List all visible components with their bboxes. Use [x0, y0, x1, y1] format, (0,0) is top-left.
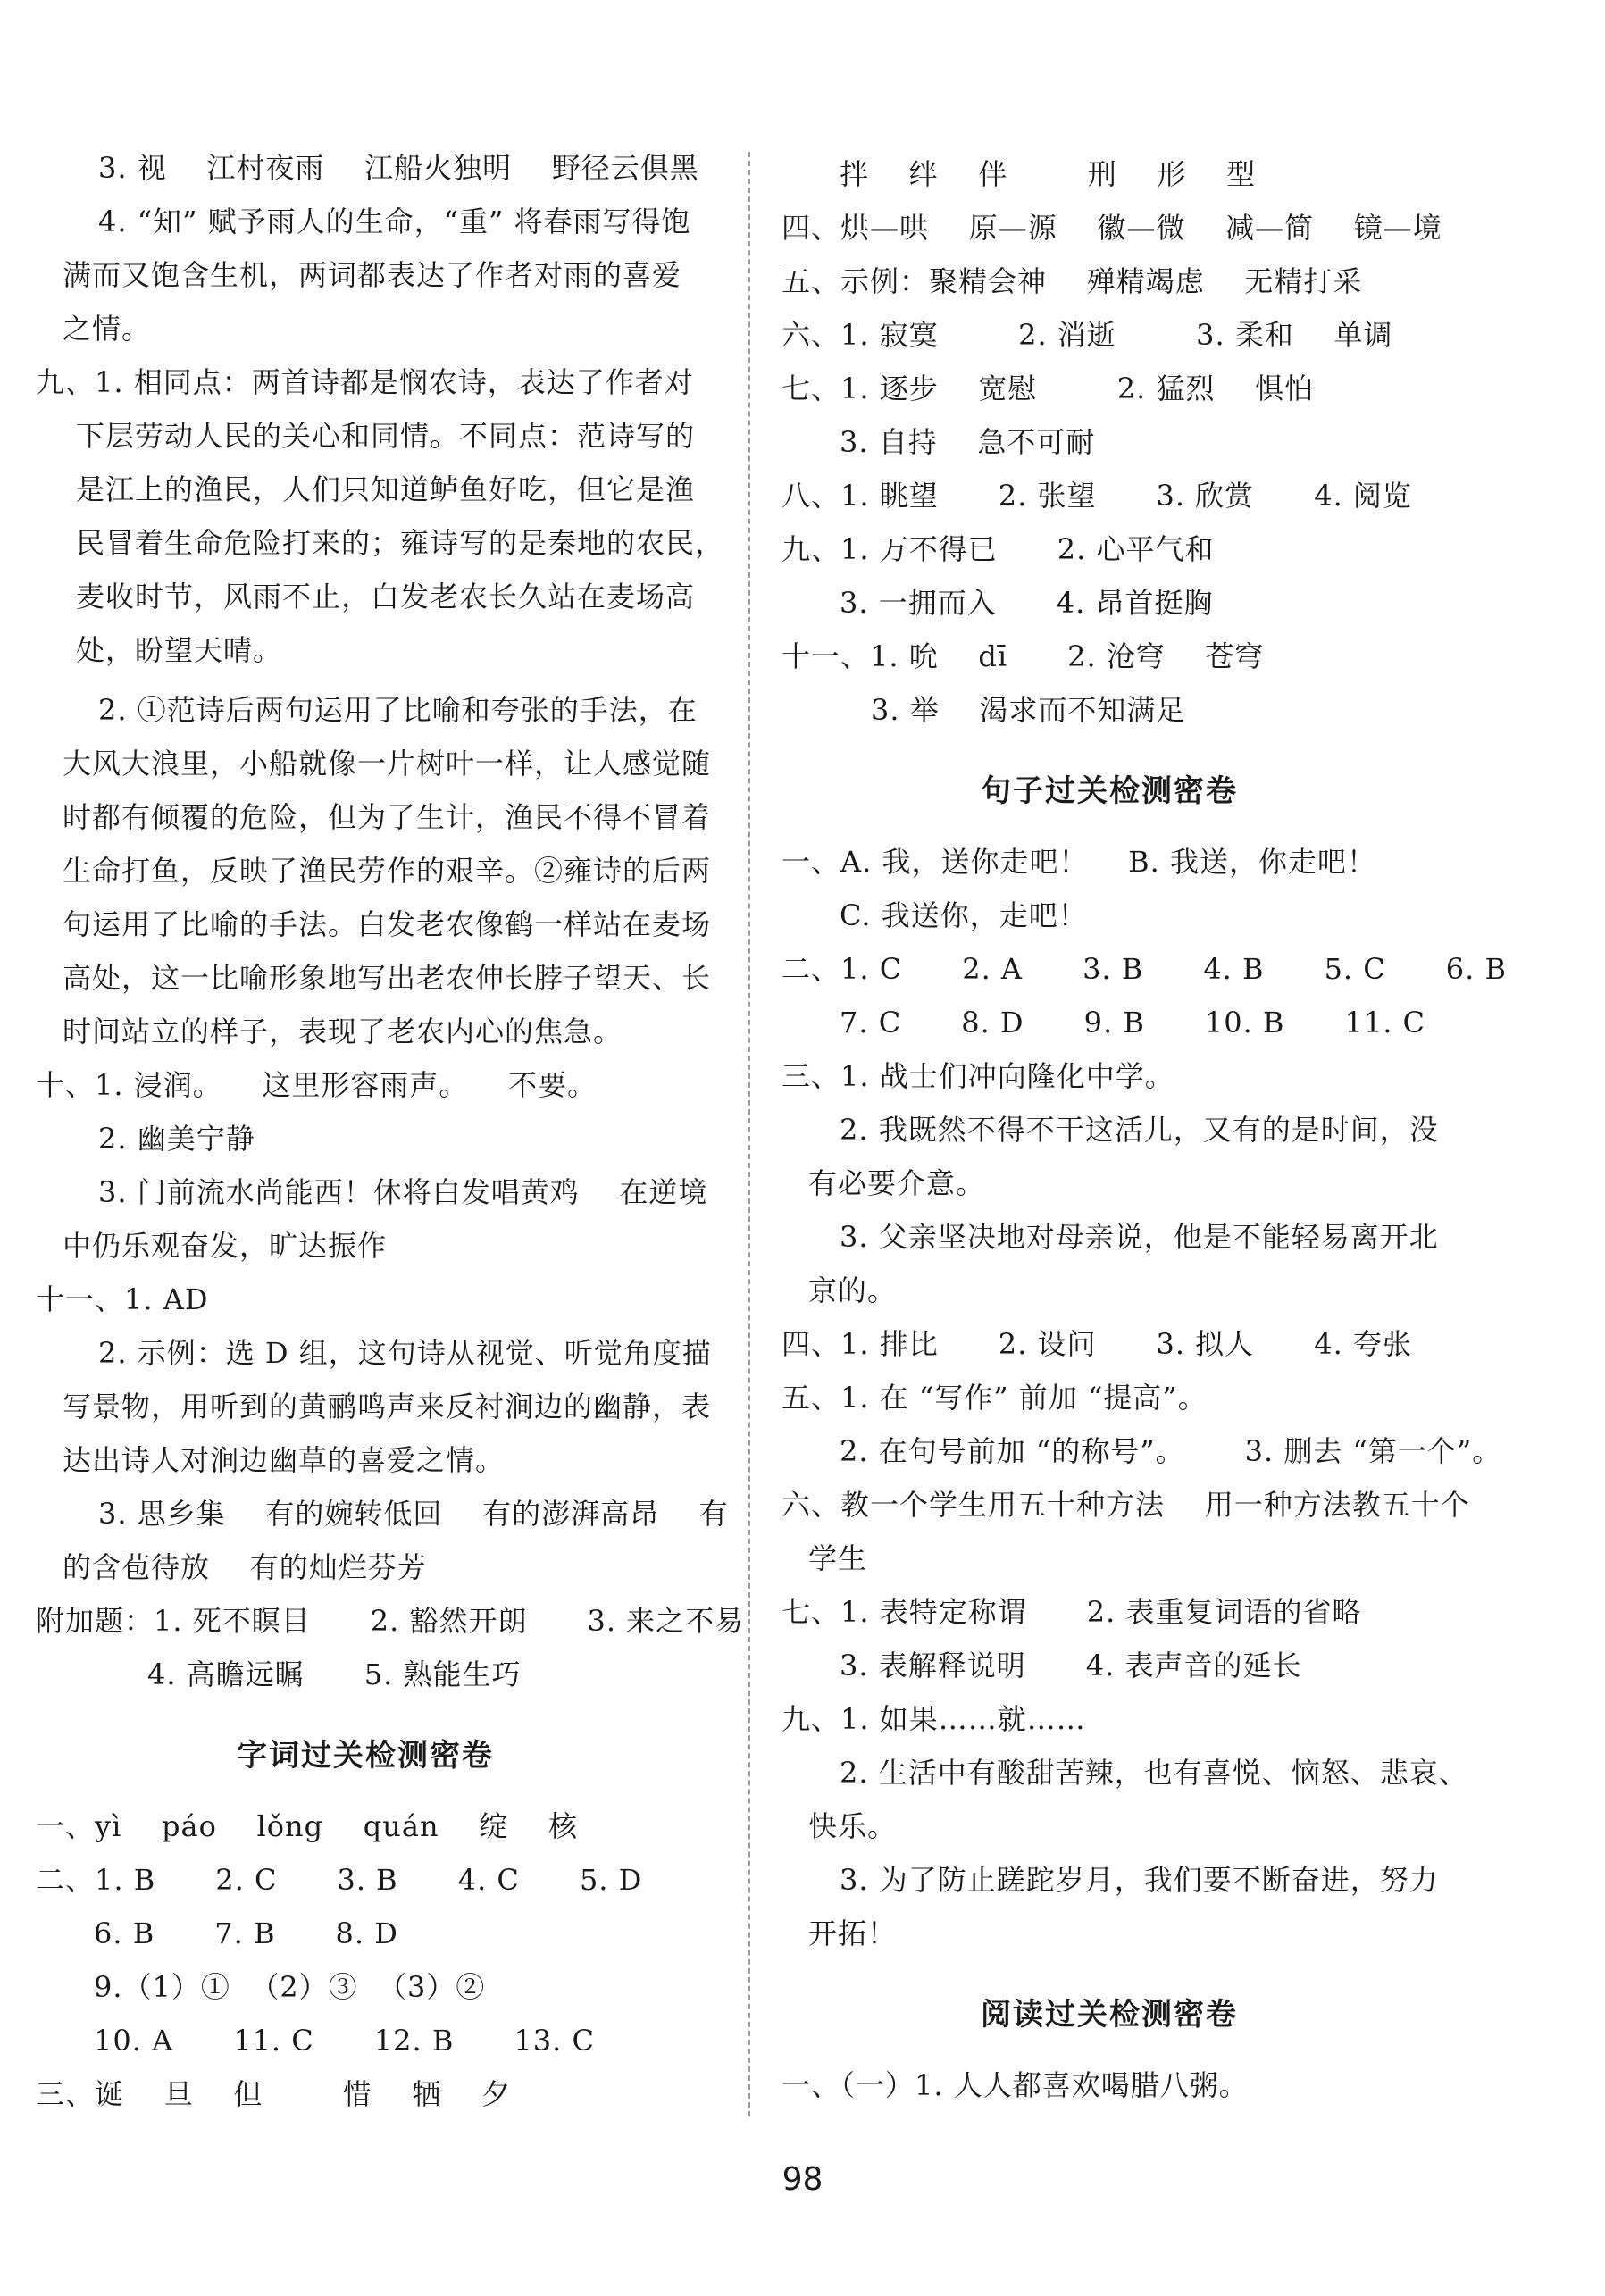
- section-title-reading: 阅读过关检测密卷: [981, 1997, 1238, 2033]
- text-line: 二、1. C 2. A 3. B 4. B 5. C 6. B: [782, 952, 1508, 986]
- text-line: 六、教一个学生用五十种方法 用一种方法教五十个: [782, 1488, 1470, 1522]
- text-line: 十一、1. AD: [36, 1282, 209, 1316]
- text-line: 9.（1）① （2）③ （3）②: [94, 1970, 486, 2004]
- text-line: 4. “知” 赋予雨人的生命，“重” 将春雨写得饱: [98, 205, 691, 238]
- page-number: 98: [782, 2161, 823, 2198]
- text-line: 三、诞 旦 但 惜 牺 夕: [36, 2077, 512, 2111]
- text-line: 五、1. 在 “写作” 前加 “提高”。: [782, 1381, 1208, 1415]
- text-line: 10. A 11. C 12. B 13. C: [94, 2024, 595, 2058]
- text-line: 麦收时节，风雨不止，白发老农长久站在麦场高: [76, 580, 696, 614]
- text-line: 六、1. 寂寞 2. 消逝 3. 柔和 单调: [782, 318, 1393, 352]
- text-line: 满而又饱含生机，两词都表达了作者对雨的喜爱: [63, 258, 682, 292]
- text-line: 2. 幽美宁静: [98, 1122, 255, 1156]
- text-line: 2. ①范诗后两句运用了比喻和夸张的手法，在: [98, 693, 698, 727]
- text-line: 3. 举 渴求而不知满足: [871, 693, 1186, 727]
- text-line: 五、示例：聚精会神 殚精竭虑 无精打采: [782, 264, 1363, 298]
- text-line: 2. 我既然不得不干这活儿，又有的是时间，没: [840, 1113, 1439, 1147]
- text-line: 3. 自持 急不可耐: [840, 425, 1096, 459]
- text-line: 下层劳动人民的关心和同情。不同点：范诗写的: [76, 419, 696, 453]
- text-line: 快乐。: [808, 1809, 898, 1843]
- text-line: 写景物，用听到的黄鹂鸣声来反衬涧边的幽静，表: [63, 1390, 712, 1424]
- text-line: 拌 绊 伴 刑 形 型: [840, 157, 1257, 191]
- text-line: 7. C 8. D 9. B 10. B 11. C: [840, 1006, 1426, 1039]
- text-line: 2. 在句号前加 “的称号”。 3. 删去 “第一个”。: [840, 1434, 1502, 1468]
- text-line: 七、1. 逐步 宽慰 2. 猛烈 惧怕: [782, 372, 1315, 405]
- text-line: 高处，这一比喻形象地写出老农伸长脖子望天、长: [63, 961, 712, 995]
- text-line: 3. 一拥而入 4. 昂首挺胸: [840, 586, 1214, 620]
- text-line: 之情。: [63, 312, 152, 346]
- text-line: 三、1. 战士们冲向隆化中学。: [782, 1059, 1174, 1093]
- text-line: 的含苞待放 有的灿烂芬芳: [63, 1550, 427, 1584]
- text-line: 6. B 7. B 8. D: [94, 1916, 398, 1950]
- text-line: 一、（一）1. 人人都喜欢喝腊八粥。: [782, 2068, 1249, 2102]
- text-line: 中仍乐观奋发，旷达振作: [63, 1229, 388, 1263]
- text-line: 四、1. 排比 2. 设问 3. 拟人 4. 夸张: [782, 1327, 1412, 1361]
- text-line: 九、1. 相同点：两首诗都是悯农诗，表达了作者对: [36, 365, 694, 399]
- text-line: 九、1. 万不得已 2. 心平气和: [782, 532, 1215, 566]
- text-line: 二、1. B 2. C 3. B 4. C 5. D: [36, 1863, 643, 1897]
- text-line: 十、1. 浸润。 这里形容雨声。 不要。: [36, 1068, 598, 1102]
- text-line: C. 我送你，走吧！: [840, 898, 1088, 932]
- text-line: 4. 高瞻远瞩 5. 熟能生巧: [147, 1657, 522, 1691]
- text-line: 3. 门前流水尚能西！休将白发唱黄鸡 在逆境: [98, 1175, 708, 1209]
- text-line: 3. 为了防止蹉跎岁月，我们要不断奋进，努力: [840, 1863, 1439, 1897]
- text-line: 达出诗人对涧边幽草的喜爱之情。: [63, 1443, 506, 1477]
- text-line: 2. 生活中有酸甜苦辣，也有喜悦、恼怒、悲哀、: [840, 1756, 1468, 1790]
- text-line: 开拓！: [808, 1916, 898, 1950]
- text-line: 时间站立的样子，表现了老农内心的焦急。: [63, 1014, 623, 1048]
- text-line: 3. 父亲坚决地对母亲说，他是不能轻易离开北: [840, 1220, 1439, 1254]
- text-line: 生命打鱼，反映了渔民劳作的艰辛。②雍诗的后两: [63, 854, 712, 888]
- text-line: 3. 视 江村夜雨 江船火独明 野径云俱黑: [98, 151, 699, 185]
- text-line: 四、烘—哄 原—源 徽—微 减—简 镜—境: [782, 211, 1442, 245]
- text-line: 3. 思乡集 有的婉转低回 有的澎湃高昂 有: [98, 1497, 729, 1531]
- text-line: 句运用了比喻的手法。白发老农像鹤一样站在麦场: [63, 907, 712, 941]
- text-line: 3. 表解释说明 4. 表声音的延长: [840, 1649, 1302, 1682]
- text-line: 十一、1. 吮 dī 2. 沧穹 苍穹: [782, 639, 1265, 673]
- text-line: 京的。: [808, 1273, 898, 1307]
- text-line: 是江上的渔民，人们只知道鲈鱼好吃，但它是渔: [76, 472, 696, 506]
- text-line: 一、yì páo lǒng quán 绽 核: [36, 1809, 578, 1843]
- text-line: 时都有倾覆的危险，但为了生计，渔民不得不冒着: [63, 800, 712, 834]
- text-line: 大风大浪里，小船就像一片树叶一样，让人感觉随: [63, 747, 712, 781]
- section-title-vocabulary: 字词过关检测密卷: [237, 1738, 494, 1774]
- text-line: 有必要介意。: [808, 1166, 986, 1200]
- text-line: 八、1. 眺望 2. 张望 3. 欣赏 4. 阅览: [782, 479, 1412, 513]
- text-line: 一、A. 我，送你走吧！ B. 我送，你走吧！: [782, 845, 1377, 879]
- text-line: 处，盼望天晴。: [76, 633, 283, 667]
- column-divider: [748, 152, 750, 2116]
- text-line: 七、1. 表特定称谓 2. 表重复词语的省略: [782, 1595, 1362, 1629]
- section-title-sentences: 句子过关检测密卷: [981, 773, 1238, 809]
- text-line: 学生: [808, 1541, 868, 1575]
- text-line: 附加题：1. 死不瞑目 2. 豁然开朗 3. 来之不易: [36, 1604, 745, 1638]
- text-line: 九、1. 如果……就……: [782, 1702, 1086, 1736]
- text-line: 2. 示例：选 D 组，这句诗从视觉、听觉角度描: [98, 1336, 712, 1370]
- text-line: 民冒着生命危险打来的；雍诗写的是秦地的农民，: [76, 526, 725, 560]
